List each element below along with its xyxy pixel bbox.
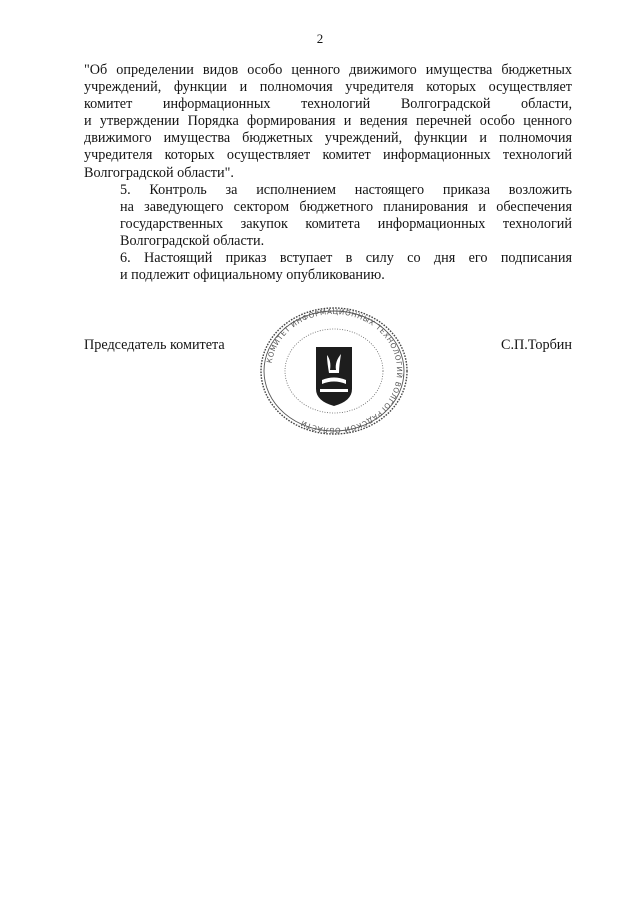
coat-of-arms-icon (316, 347, 352, 406)
paragraph-item-5 (84, 182, 572, 250)
text-line: учреждений, функции и полномочия учредителя которых осуществляет (84, 79, 572, 96)
text-line: движимого имущества бюджетных учреждений, функции и полномочия (84, 130, 572, 147)
seal-ring-text: КОМИТЕТ ИНФОРМАЦИОННЫХ ТЕХНОЛОГИЙ ВОЛГОГРАДСКОЙ ОБЛАСТИ (264, 307, 405, 435)
text-line: государственных закупок комитета информационных технологий (120, 215, 572, 232)
text-line: Волгоградской области. (120, 232, 265, 249)
text-line: Волгоградской области". (84, 164, 234, 181)
text-line: 5. Контроль за исполнением настоящего приказа возложить (120, 181, 572, 198)
text-line: комитет информационных технологий Волгоградской области, (84, 96, 572, 113)
signer-name: С.П.Торбин (501, 337, 572, 353)
text-line: "Об определении видов особо ценного движимого имущества бюджетных (84, 62, 572, 78)
paragraph-item-6 (84, 250, 572, 284)
page-number: 2 (316, 31, 324, 46)
paragraph-order-reference (84, 62, 572, 182)
text-line: на заведующего сектором бюджетного планирования и обеспечения (120, 198, 572, 215)
official-seal (257, 307, 411, 435)
text-line: учредителя которых осуществляет комитет информационных технологий (84, 147, 572, 164)
signer-title: Председатель комитета (84, 337, 225, 353)
text-line: 6. Настоящий приказ вступает в силу со дня его подписания (120, 250, 572, 267)
text-line: и подлежит официальному опубликованию. (120, 267, 385, 284)
document-body (84, 62, 572, 284)
text-line: и утверждении Порядка формирования и ведения перечней особо ценного (84, 113, 572, 130)
